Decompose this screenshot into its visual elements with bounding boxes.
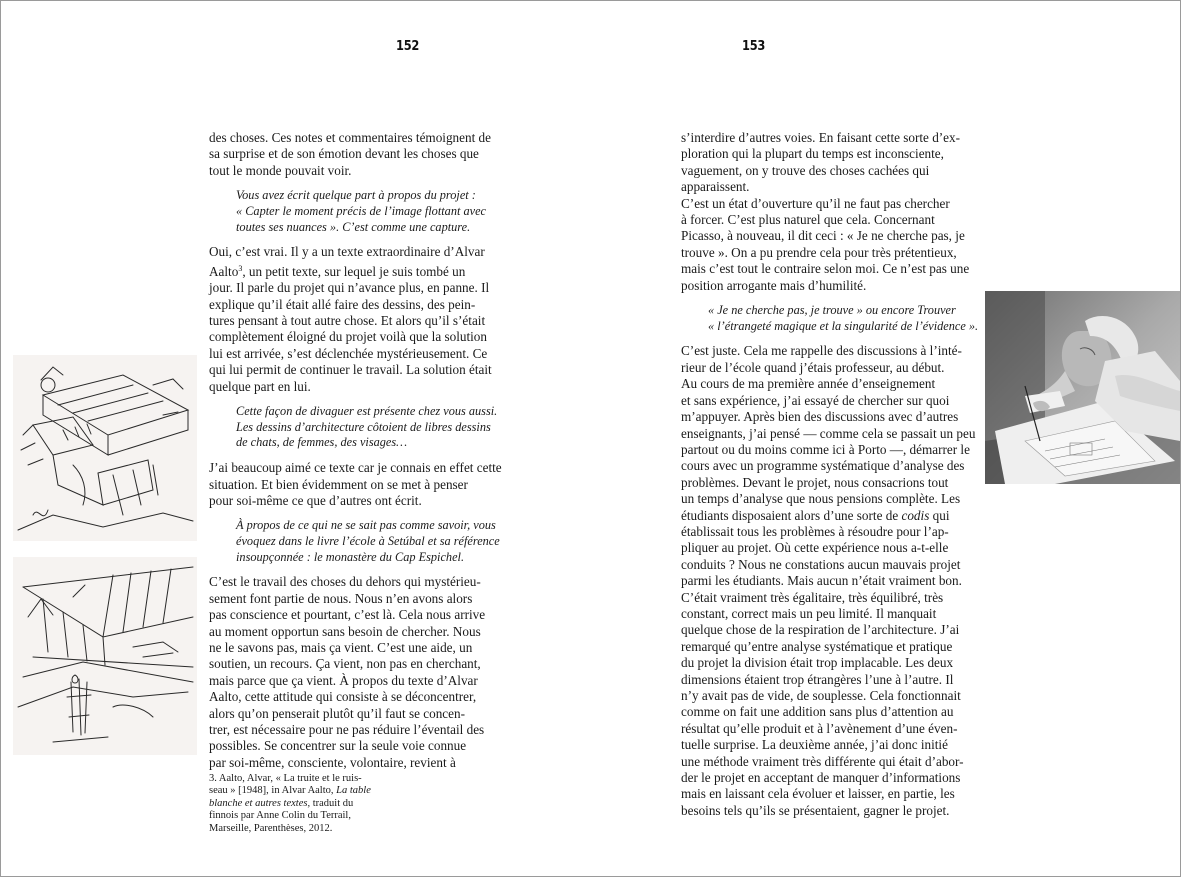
body-line: C’est le travail des choses du dehors qui mystérieu- xyxy=(209,574,481,590)
body-line: complètement éloigné du projet voilà que la solution xyxy=(209,329,487,345)
body-line: Picasso, à nouveau, il dit ceci : « Je ne cherche pas, je xyxy=(681,228,965,244)
body-line: un temps d’analyse que nous pensions complète. Les xyxy=(681,491,961,507)
footnote-line xyxy=(209,785,371,797)
body-line: C’est un état d’ouverture qu’il ne faut pas chercher xyxy=(681,195,950,211)
right-page-number: 153 xyxy=(742,39,766,54)
body-line: une méthode vraiment très différente qui était d’abor- xyxy=(681,753,964,769)
body-line: tout le monde pouvait voir. xyxy=(209,162,352,178)
body-line: Oui, c’est vrai. Il y a un texte extraordinaire d’Alvar xyxy=(209,244,485,260)
architect-at-desk-photo xyxy=(985,291,1180,484)
body-line: Au cours de ma première année d’enseignement xyxy=(681,376,936,392)
left-page-number: 152 xyxy=(396,39,420,54)
body-line: pliquer au projet. Où cette expérience nous a-t-elle xyxy=(681,540,949,556)
body-line: problèmes. Devant le projet, nous consacrions tout xyxy=(681,474,949,490)
footnote xyxy=(209,773,371,835)
architecture-sketch-aerial xyxy=(13,355,197,541)
question-line: Cette façon de divaguer est présente chez vous aussi. xyxy=(236,403,498,418)
body-line: pour soi-même ce que d’autres ont écrit. xyxy=(209,492,422,508)
question-line: toutes ses nuances ». C’est comme une capture. xyxy=(236,219,471,234)
body-line: mais parce que ça vient. À propos du texte d’Alvar xyxy=(209,672,478,688)
body-line: trer, est nécessaire pour ne pas réduire l’éventail des xyxy=(209,722,485,738)
body-line: conduits ? Nous ne constations aucun mauvais projet xyxy=(681,556,961,572)
footnote-title: La table xyxy=(336,785,371,797)
body-line: position arrogante mais d’humilité. xyxy=(681,277,867,293)
body-line: lui est arrivée, s’est déclenchée mystérieusement. Ce xyxy=(209,345,488,361)
body-line: soutien, un recours. Ça vient, non pas en cherchant, xyxy=(209,656,481,672)
right-page-body xyxy=(681,130,978,819)
body-line: besoins tels qu’ils se présentaient, gagner le projet. xyxy=(681,802,950,818)
aerial-sketch-drawing xyxy=(13,355,197,541)
body-line: pas conscience et pourtant, c’est là. Cela nous arrive xyxy=(209,607,486,623)
question-line: insoupçonnée : le monastère du Cap Espichel. xyxy=(236,549,465,564)
body-line: dimensions étaient trop étrangères l’une à l’autre. Il xyxy=(681,671,954,687)
body-line: ploration qui la plupart du temps est inconsciente, xyxy=(681,146,944,162)
footnote-line: finnois par Anne Colin du Terrail, xyxy=(209,810,351,822)
body-line: à forcer. C’est plus naturel que cela. Concernant xyxy=(681,212,935,228)
body-line xyxy=(681,508,978,524)
footnote-text: traduit du xyxy=(310,797,354,809)
body-line: sement font partie de nous. Nous n’en avons alors xyxy=(209,590,473,606)
body-line: parmi les étudiants. Mais aucun n’était vraiment bon. xyxy=(681,573,962,589)
question-line: « Je ne cherche pas, je trouve » ou encore Trouver xyxy=(708,303,956,318)
body-line: C’est juste. Cela me rappelle des discussions à l’inté- xyxy=(681,343,962,359)
architect-photo xyxy=(985,291,1180,484)
body-line: possibles. Se concentrer sur la seule voie connue xyxy=(209,738,467,754)
body-line: remarqué qu’entre analyse systématique et pratique xyxy=(681,638,953,654)
footnote-line: Marseille, Parenthèses, 2012. xyxy=(209,822,333,834)
body-line: partout ou du moins comme ici à Porto —, démarrer le xyxy=(681,441,970,457)
body-line: apparaissent. xyxy=(681,179,750,195)
body-line: trouve ». On a pu prendre cela pour très prétentieux, xyxy=(681,244,957,260)
body-line: m’appuyer. Après bien des discussions avec d’autres xyxy=(681,409,959,425)
body-line: et sans expérience, j’ai essayé de chercher sur quoi xyxy=(681,392,950,408)
body-line: des choses. Ces notes et commentaires témoignent de xyxy=(209,130,491,145)
question-line: de chats, de femmes, des visages… xyxy=(236,435,408,450)
body-text: , un petit texte, sur lequel je suis tombé un xyxy=(242,263,466,279)
left-page-body xyxy=(209,130,502,771)
body-line: du projet la division était trop implacable. Les deux xyxy=(681,655,954,671)
body-line: quelque part en lui. xyxy=(209,378,311,394)
body-text: qui xyxy=(929,507,950,523)
body-line: s’interdire d’autres voies. En faisant cette sorte d’ex- xyxy=(681,130,961,145)
body-line: mais en laissant cela évoluer et laisser, en partie, les xyxy=(681,786,955,802)
body-line: résultat qu’elle produit et à l’avènement d’une éven- xyxy=(681,720,958,736)
question-line: Les dessins d’architecture côtoient de libres dessins xyxy=(236,419,491,434)
body-text: étudiants disposaient alors d’une sorte de xyxy=(681,507,902,523)
body-text: Aalto xyxy=(209,263,239,279)
body-line: cours avec un programme systématique d’analyse des xyxy=(681,458,965,474)
footnote-text: seau » [1948], in Alvar Aalto, xyxy=(209,785,337,797)
perspective-sketch-drawing xyxy=(13,557,197,755)
body-line: enseignants, j’ai pensé — comme cela se passait un peu xyxy=(681,425,976,441)
footnote-reference: 3 xyxy=(238,263,243,273)
body-line: n’y avait pas de vide, de souplesse. Cela fonctionnait xyxy=(681,688,961,703)
footnote-line: 3. Aalto, Alvar, « La truite et le ruis- xyxy=(209,773,362,784)
body-line: J’ai beaucoup aimé ce texte car je connais en effet cette xyxy=(209,460,502,476)
question-line: « l’étrangeté magique et la singularité de l’évidence ». xyxy=(708,318,979,333)
footnote-line xyxy=(209,798,371,810)
body-line: vaguement, on y trouve des choses cachées qui xyxy=(681,162,930,178)
body-line: alors qu’on penserait plutôt qu’il faut se concen- xyxy=(209,705,465,721)
body-line: explique qu’il était allé faire des dessins, des pein- xyxy=(209,296,476,312)
body-line: tures pensant à tout autre chose. Et alors qu’il s’était xyxy=(209,312,486,328)
body-line: C’était vraiment très égalitaire, très équilibré, très xyxy=(681,589,944,605)
footnote-title: blanche et autres textes, xyxy=(209,797,311,809)
body-line: qui lui permit de continuer le travail. La solution était xyxy=(209,362,492,378)
body-line: situation. Et bien évidemment on se met à penser xyxy=(209,476,468,492)
body-line: mais c’est tout le contraire selon moi. Ce n’est pas une xyxy=(681,261,970,277)
body-line: der le projet en acceptant de manquer d’informations xyxy=(681,770,961,786)
body-line: rieur de l’école quand j’étais professeur, au début. xyxy=(681,359,945,375)
body-line: sa surprise et de son émotion devant les choses que xyxy=(209,146,479,162)
body-line: par soi-même, consciente, volontaire, revient à xyxy=(209,754,456,770)
question-line: À propos de ce qui ne se sait pas comme savoir, vous xyxy=(236,518,496,533)
question-line: Vous avez écrit quelque part à propos du projet : xyxy=(236,188,476,203)
body-line: établissait tous les problèmes à résoudre pour l’ap- xyxy=(681,523,949,539)
body-emphasis: codis xyxy=(901,507,930,523)
body-line: comme on fait une addition sans plus d’attention au xyxy=(681,704,954,720)
body-line xyxy=(209,261,502,280)
question-line: évoquez dans le livre l’école à Setúbal et sa référence xyxy=(236,534,500,549)
body-line: au moment opportun sans besoin de chercher. Nous xyxy=(209,623,481,639)
body-line: ne le savons pas, mais ça vient. C’est une aide, un xyxy=(209,640,473,656)
body-line: tuelle surprise. La deuxième année, j’ai donc initié xyxy=(681,737,948,753)
body-line: Aalto, cette attitude qui consiste à se déconcentrer, xyxy=(209,689,477,705)
body-line: quelque chose de la respiration de l’architecture. J’ai xyxy=(681,622,960,638)
architecture-sketch-perspective xyxy=(13,557,197,755)
question-line: « Capter le moment précis de l’image flottant avec xyxy=(236,203,486,218)
body-line: jour. Il parle du projet qui n’avance plus, en panne. Il xyxy=(209,280,490,296)
body-line: constant, correct mais un peu limité. Il manquait xyxy=(681,605,937,621)
